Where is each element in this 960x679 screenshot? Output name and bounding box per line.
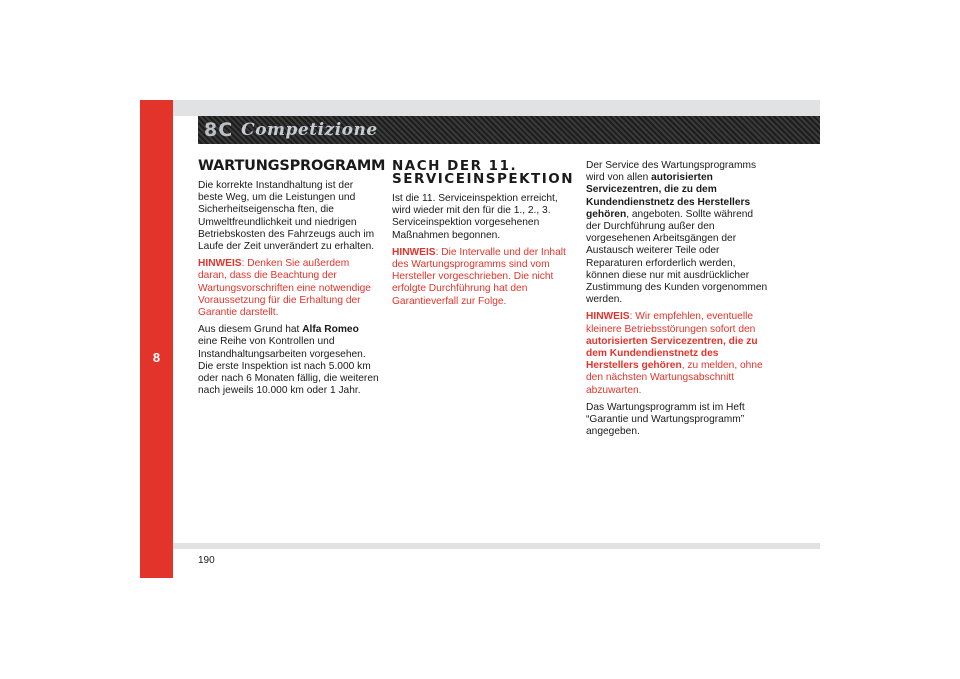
paragraph: Das Wartungsprogramm ist im Heft “Garantie und Wartungsprogramm” angegeben.: [586, 401, 745, 438]
note-text: : Wir empfehlen, eventuelle kleinere Betriebsstörungen sofort den: [586, 311, 756, 335]
paragraph: Ist die 11. Serviceinspektion erreicht, wird wieder mit den für die 1., 2., 3. Serviceinspektion vorgesehenen Maßnahmen begonnen.: [392, 193, 558, 241]
text: , angeboten. Sollte während der Durchführung außer den vorgesehenen Arbeitsgängen der Austausch weiterer Teile oder Reparaturen erforderlich werden, können diese nur mit ausdrücklicher Zustimmung des Kunden vorgenommen werden.: [586, 208, 768, 306]
logo-competizione: Competizione: [241, 120, 378, 140]
note-text: : Denken Sie außerdem daran, dass die Beachtung der Wartungsvorschriften eine notwendige Voraussetzung für die Erhaltung der Garantie darstellt.: [198, 258, 371, 319]
note-bold: autorisierten Servicezentren, die zu dem Kundendienstnetz des Herstellers gehören: [586, 335, 758, 372]
chapter-sidebar: [140, 100, 173, 578]
column-1: [198, 158, 386, 402]
logo-8c: 8C: [204, 119, 234, 141]
note: [198, 258, 380, 319]
note-label: HINWEIS: [392, 246, 436, 258]
note: [392, 247, 570, 308]
paragraph: [198, 324, 380, 397]
paragraph: [586, 160, 770, 306]
column-2: [392, 158, 575, 313]
bold-text: autorisierten Servicezentren, die zu dem Kundendienstnetz des Herstellers gehören: [586, 172, 751, 220]
note-label: HINWEIS: [198, 258, 242, 270]
note-label: HINWEIS: [586, 311, 630, 323]
column-3: [586, 160, 770, 443]
page-number: 190: [198, 555, 215, 566]
note-text: , zu melden, ohne den nächsten Wartungsabschnitt abzuwarten.: [586, 360, 763, 396]
header-banner: [198, 116, 820, 144]
text: Der Service des Wartungsprogramms wird von allen: [586, 160, 757, 184]
top-band: [173, 100, 820, 116]
section-title-wartungsprogramm: WARTUNGSPROGRAMM: [198, 158, 386, 174]
paragraph: Die korrekte Instandhaltung ist der beste Weg, um die Leistungen und Sicherheitseigenscha ften, die Umweltfreundlichkeit und niedrigen Betriebskosten des Fahrzeugs auch im Laufe der Zeit unverändert zu erhalten.: [198, 180, 375, 253]
text: Aus diesem Grund hat: [198, 324, 303, 336]
chapter-number: 8: [152, 350, 161, 365]
section-title-nach-der-11: NACH DER 11. SERVICEINSPEKTION: [392, 158, 575, 187]
brand-name: Alfa Romeo: [302, 324, 359, 336]
note: [586, 311, 770, 396]
bottom-band: [173, 543, 820, 549]
brand-logo: [204, 118, 378, 142]
note-text: : Die Intervalle und der Inhalt des Wartungsprogramms sind vom Hersteller vorgeschrieben. Die nicht erfolgte Durchführung hat den Garantieverfall zur Folge.: [392, 246, 566, 307]
text: eine Reihe von Kontrollen und Instandhaltungsarbeiten vorgesehen. Die erste Inspektion ist nach 5.000 km oder nach 6 Monaten fällig, die weiteren nach jeweils 10.000 km oder 1 Jahr.: [198, 336, 379, 397]
